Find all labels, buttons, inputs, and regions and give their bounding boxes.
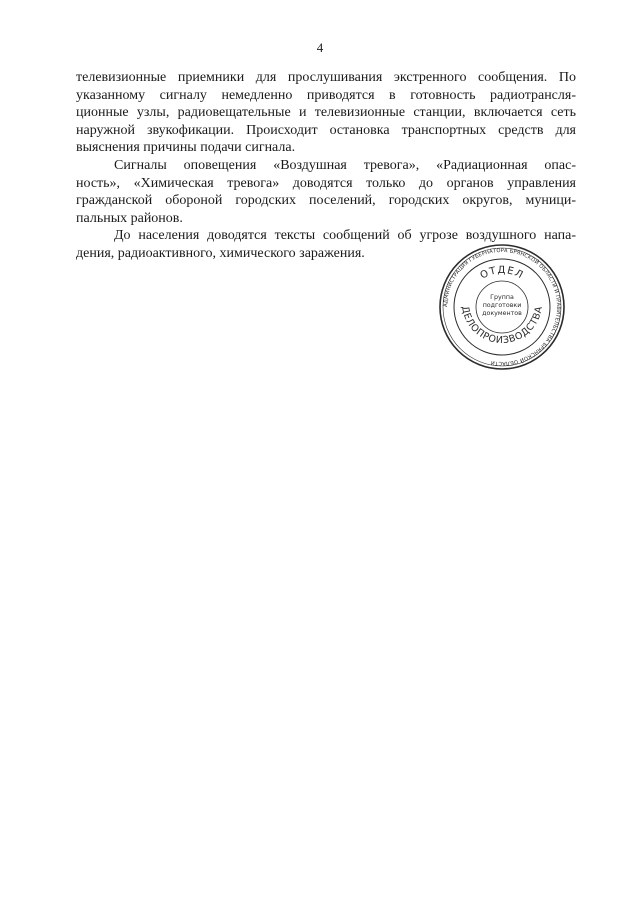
stamp-graphic: [438, 243, 566, 371]
stamp-center-line-1: Группа: [490, 294, 514, 301]
stamp-center-line-3: документов: [482, 310, 522, 317]
paragraph-1-line-3: ционные узлы, радиовещательные и телевизионные станции, включается сеть: [76, 105, 576, 121]
official-stamp: [438, 243, 566, 371]
paragraph-1-line-1: телевизионные приемники для прослушивания экстренного сообщения. По: [76, 70, 576, 85]
paragraph-1-line-4: наружной звукофикации. Происходит остановка транспортных средств для: [76, 122, 576, 138]
stamp-department-top: ОТДЕЛ: [478, 264, 526, 282]
paragraph-2-line-1: Сигналы оповещения «Воздушная тревога», «Радиационная опас-: [114, 157, 576, 173]
paragraph-1-line-5: выяснения причины подачи сигнала.: [76, 140, 296, 156]
paragraph-2-line-3: гражданской обороной городских поселений, городских округов, муници-: [76, 193, 576, 209]
page-number: 4: [316, 40, 324, 55]
paragraph-3-line-2: дения, радиоактивного, химического заражения.: [76, 245, 365, 261]
paragraph-2-line-2: ность», «Химическая тревога» доводятся только до органов управления: [76, 175, 576, 191]
stamp-center-line-2: подготовки: [482, 302, 522, 309]
paragraph-3-line-1: До населения доводятся тексты сообщений об угрозе воздушного напа-: [114, 228, 576, 244]
stamp-outer-text: АДМИНИСТРАЦИЯ ГУБЕРНАТОРА БРЯНСКОЙ ОБЛАСТИ И ПРАВИТЕЛЬСТВА БРЯНСКОЙ ОБЛАСТИ: [442, 247, 562, 367]
body-text: [76, 69, 576, 263]
paragraph-1-line-2: указанному сигналу немедленно приводятся в готовность радиотрансля-: [76, 87, 576, 103]
stamp-department-bottom: ДЕЛОПРОИЗВОДСТВА: [459, 305, 545, 347]
paragraph-2-line-4: пальных районов.: [76, 210, 183, 226]
